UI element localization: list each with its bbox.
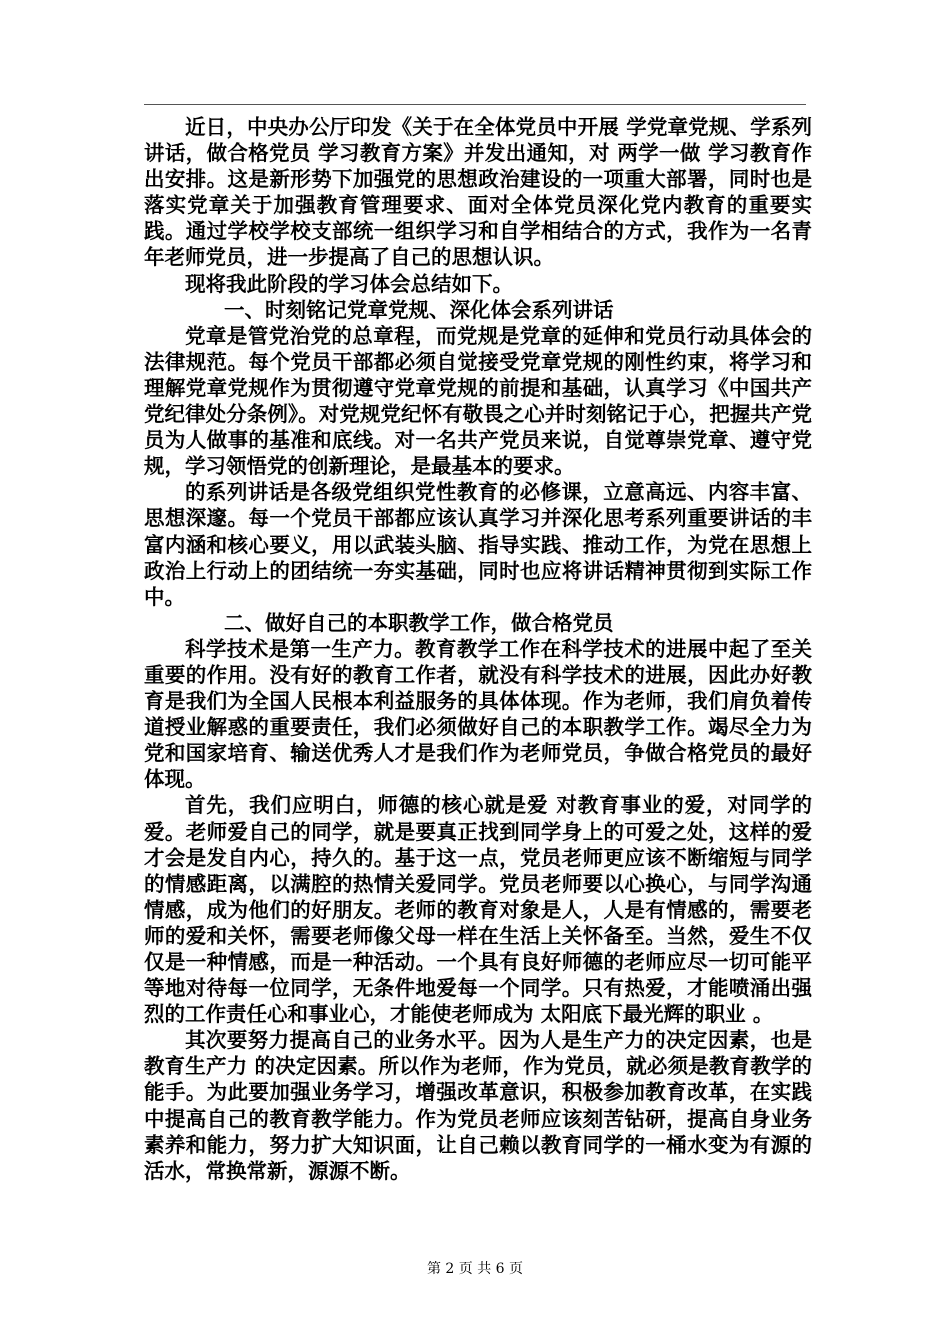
paragraph-intro: 近日，中央办公厅印发《关于在全体党员中开展 学党章党规、学系列讲话，做合格党员 学习教育方案》并发出通知，对 两学一做 学习教育作出安排。这是新形势下加强党的思想政治建设的一项重大部署，同时也是落实党章关于加强教育管理要求、面对全体党员深化党内教育的重要实践。通过学校学校支部统一组织学习和自学相结合的方式，我作为一名青年老师党员，进一步提高了自己的思想认识。 [144, 115, 812, 270]
document-body [144, 114, 812, 1184]
paragraph-science-technology: 科学技术是第一生产力。教育教学工作在科学技术的进展中起了至关重要的作用。没有好的教育工作者，就没有科学技术的进展，因此办好教育是我们为全国人民根本利益服务的具体体现。作为老师，我们肩负着传道授业解惑的重要责任，我们必须做好自己的本职教学工作。竭尽全力为党和国家培育、输送优秀人才是我们作为老师党员，争做合格党员的最好体现。 [144, 636, 812, 792]
paragraph-summary-lead: 现将我此阶段的学习体会总结如下。 [185, 271, 513, 296]
paragraph-teacher-ethics: 首先，我们应明白，师德的核心就是爱 对教育事业的爱，对同学的爱。老师爱自己的同学，就是要真正找到同学身上的可爱之处，这样的爱才会是发自内心，持久的。基于这一点，党员老师更应该不断缩短与同学的情感距离，以满腔的热情关爱同学。党员老师要以心换心，与同学沟通情感，成为他们的好朋友。老师的教育对象是人，人是有情感的，需要老师的爱和关怀，需要老师像父母一样在生活上关怀备至。当然，爱生不仅仅是一种情感，而是一种活动。一个具有良好师德的老师应尽一切可能平等地对待每一位同学，无条件地爱每一个同学。只有热爱，才能喷涌出强烈的工作责任心和事业心，才能使老师成为 太阳底下最光辉的职业 。 [144, 793, 812, 1027]
paragraph-party-constitution: 党章是管党治党的总章程，而党规是党章的延伸和党员行动具体会的法律规范。每个党员干部都必须自觉接受党章党规的刚性约束，将学习和理解党章党规作为贯彻遵守党章党规的前提和基础，认真学习《中国共产党纪律处分条例》。对党规党纪怀有敬畏之心并时刻铭记于心，把握共产党员为人做事的基准和底线。对一名共产党员来说，自觉尊崇党章、遵守党规，学习领悟党的创新理论，是最基本的要求。 [144, 323, 812, 479]
page-number-footer: 第 2 页 共 6 页 [426, 1261, 524, 1277]
paragraph-series-speeches: 的系列讲话是各级党组织党性教育的必修课，立意高远、内容丰富、思想深邃。每一个党员干部都应该认真学习并深化思考系列重要讲话的丰富内涵和核心要义，用以武装头脑、指导实践、推动工作，为党在思想上政治上行动上的团结统一夯实基础，同时也应将讲话精神贯彻到实际工作中。 [144, 480, 812, 609]
section-heading-1: 一、时刻铭记党章党规、深化体会系列讲话 [224, 297, 614, 322]
header-rule [144, 104, 806, 105]
section-heading-2: 二、做好自己的本职教学工作，做合格党员 [224, 610, 614, 635]
paragraph-professional-level: 其次要努力提高自己的业务水平。因为人是生产力的决定因素，也是 教育生产力 的决定因素。所以作为老师，作为党员，就必须是教育教学的能手。为此要加强业务学习，增强改革意识，积极参加教育改革，在实践中提高自己的教育教学能力。作为党员老师应该刻苦钻研，提高自身业务素养和能力，努力扩大知识面，让自己赖以教育同学的一桶水变为有源的活水，常换常新，源源不断。 [144, 1028, 812, 1183]
